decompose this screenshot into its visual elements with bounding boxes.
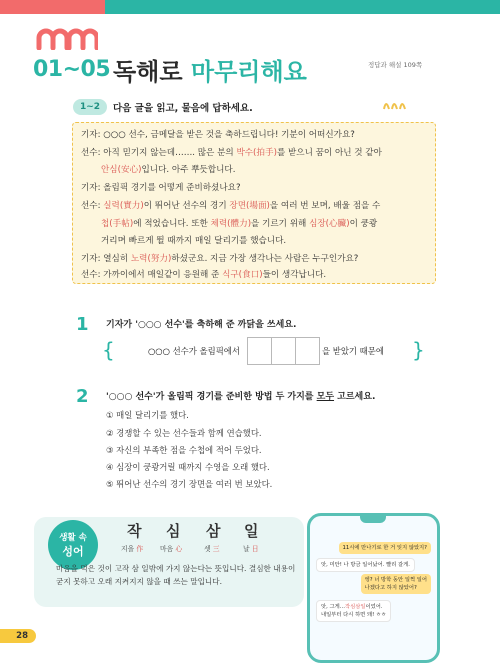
passage-line: 기자: ○○○ 선수, 금메달을 받은 것을 축하드립니다! 기분이 어떠신가요? — [81, 130, 355, 140]
passage-line: 첩(手帖)에 적었습니다. 또한 체력(體力)을 기르기 위해 심장(心臟)이 쿵쾅 — [101, 219, 378, 229]
answer-box[interactable] — [247, 337, 272, 365]
fill-sentence-after: 을 받았기 때문에 — [322, 346, 384, 356]
passage-line: 거리며 빠르게 뛸 때까지 매일 달리기를 했습니다. — [101, 236, 287, 246]
fill-sentence-before: ○○○ 선수가 올림픽에서 — [148, 346, 240, 356]
answer-box[interactable] — [271, 337, 296, 365]
chat-bubble: 엥? 너 방학 동안 일찍 일어 나겠다고 하지 않았어? — [361, 574, 431, 594]
passage-instruction: 다음 글을 읽고, 물음에 답하세요. — [113, 103, 253, 114]
question-text: 기자가 '○○○ 선수'를 축하해 준 까닭을 쓰세요. — [106, 320, 297, 330]
passage-line: 선수: 가까이에서 매일같이 응원해 준 식구(食口)들이 생각납니다. — [81, 270, 327, 280]
answer-option[interactable]: ① 매일 달리기를 했다. — [106, 410, 189, 420]
passage-line: 선수: 실력(實力)이 뛰어난 선수의 경기 장면(場面)을 여러 번 보며, 배울 점을 수 — [81, 201, 381, 211]
idiom-char: 삼 — [206, 522, 221, 540]
passage-line: 기자: 올림픽 경기를 어떻게 준비하셨나요? — [81, 183, 241, 193]
header-decoration-icon — [36, 28, 98, 50]
passage-line: 선수: 아직 믿기지 않는데……. 많은 분의 박수(拍手)를 받으니 꿈이 아닌 것 같아 — [81, 148, 382, 158]
chat-bubble: 앗, 미안! 나 방금 일어났어. 빨리 갈게. — [316, 558, 415, 572]
answer-box[interactable] — [295, 337, 320, 365]
idiom-meaning: 지을 作 — [121, 545, 144, 553]
wave-decoration-icon — [382, 97, 408, 111]
chat-bubble: 11시에 만나기로 한 거 잊지 않았지? — [339, 542, 432, 554]
idiom-meaning: 날 日 — [243, 545, 259, 553]
page-title — [113, 52, 307, 87]
answer-option[interactable]: ④ 심장이 쿵쾅거릴 때까지 수영을 오래 했다. — [106, 462, 270, 472]
passage-line: 기자: 열심히 노력(努力)하셨군요. 지금 가장 생각나는 사람은 누구인가요? — [81, 254, 359, 264]
question-number: 2 — [76, 386, 89, 407]
left-brace-icon: { — [102, 338, 115, 362]
chat-phone-illustration — [307, 513, 440, 663]
idiom-char: 작 — [127, 522, 142, 540]
lesson-range: 01~05 — [33, 57, 111, 82]
idiom-char: 심 — [166, 522, 181, 540]
title-part2: 마무리해요 — [190, 58, 307, 86]
question-text: '○○○ 선수'가 올림픽 경기를 준비한 방법 두 가지를 모두 고르세요. — [106, 392, 376, 402]
page-number: 28 — [0, 629, 36, 643]
top-color-bar — [0, 0, 500, 14]
idiom-meaning: 마음 心 — [160, 545, 183, 553]
chat-bubble: 앗, 그게…작심삼일이었어. 내일부터 다시 하면 돼! ㅎㅎ — [316, 600, 391, 622]
question-range-badge: 1~2 — [73, 99, 107, 115]
passage-line: 안심(安心)입니다. 아주 뿌듯합니다. — [101, 165, 236, 175]
right-brace-icon: } — [412, 338, 425, 362]
answer-option[interactable]: ③ 자신의 부족한 점을 수첩에 적어 두었다. — [106, 445, 262, 455]
phone-notch — [360, 515, 386, 523]
idiom-explanation: 마음을 먹은 것이 고작 삼 일밖에 가지 않는다는 뜻입니다. 결심한 내용이 굳지 못하고 오래 지켜지지 않을 때 쓰는 말입니다. — [56, 564, 296, 586]
answer-reference: 정답과 해설 109쪽 — [368, 61, 423, 69]
answer-option[interactable]: ② 경쟁할 수 있는 선수들과 함께 연습했다. — [106, 428, 262, 438]
idiom-meaning: 셋 三 — [204, 545, 220, 553]
answer-option[interactable]: ⑤ 뛰어난 선수의 경기 장면을 여러 번 보았다. — [106, 479, 273, 489]
reading-passage — [72, 122, 436, 284]
idiom-char: 일 — [244, 522, 259, 540]
title-part1: 독해로 — [113, 58, 183, 86]
idiom-badge: 생활 속 성어 — [48, 520, 98, 570]
question-number: 1 — [76, 314, 89, 335]
